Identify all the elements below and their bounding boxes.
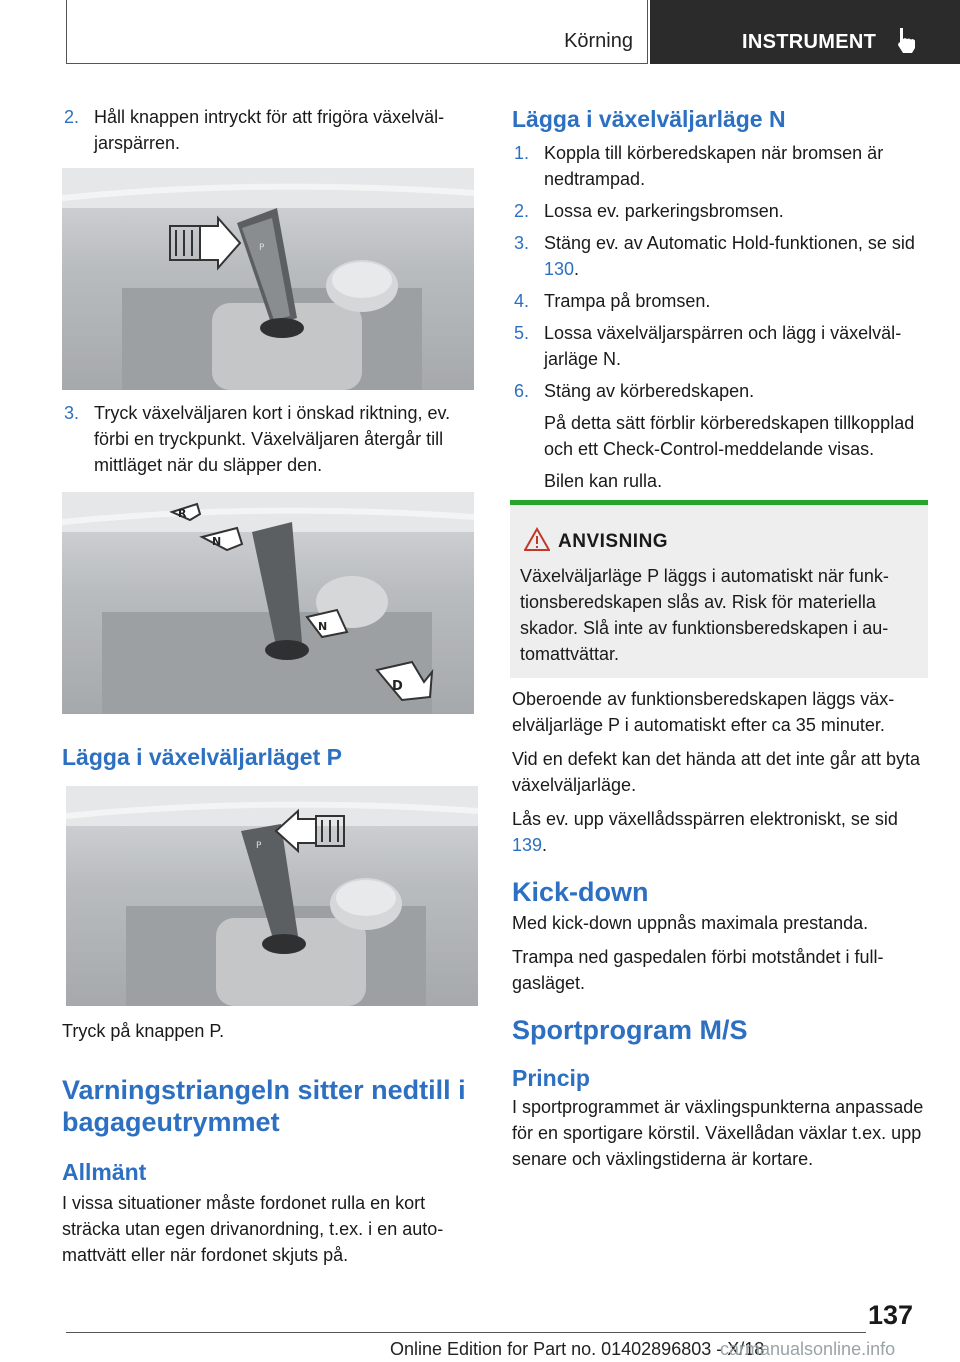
left-bottom	[62, 1018, 478, 1276]
step-item	[512, 288, 928, 314]
principle-text: I sportprogrammet är växlingspunkterna anpassade för en sportigare körstil. Växellådan växlar t.ex. upp senare och växlingstiderna är kortare.	[512, 1097, 924, 1169]
pointing-hand-icon	[894, 26, 920, 54]
para-auto-p: Oberoende av funktionsberedskapen läggs växelväljarläge P i automatiskt efter ca 35 minuter.	[512, 689, 895, 735]
step-text-after: .	[574, 259, 580, 279]
warning-triangle-icon	[524, 527, 550, 553]
photo2-label-d: D	[392, 679, 403, 694]
step-item	[62, 104, 478, 156]
step-text: Håll knappen intryckt för att frigöra växelväljarspärren.	[94, 107, 445, 153]
heading-sport-program: Sportprogram M/S	[512, 1015, 748, 1045]
photo2-label-n2: N	[318, 620, 328, 633]
step-text: Stäng av körberedskapen.	[544, 381, 755, 401]
chapter-tab[interactable]	[650, 0, 960, 64]
para-defect: Vid en defekt kan det hända att det inte går att byta växelväljarläge.	[512, 749, 920, 795]
right-top	[512, 104, 928, 500]
right-bottom	[512, 686, 928, 1180]
step-item	[512, 198, 928, 224]
chapter-title: INSTRUMENT	[742, 31, 877, 53]
heading-warning-triangle: Varningstriangeln sitter nedtill i bagageutrymmet	[62, 1075, 466, 1137]
step-number: 3.	[64, 403, 80, 423]
heading-gear-n: Lägga i växelväljarläge N	[512, 106, 786, 132]
photo3-label-p: P	[256, 841, 262, 851]
edition-text: Online Edition for Part no. 01402896803 - X/18	[390, 1339, 765, 1359]
step-number: 2.	[514, 201, 530, 221]
step-number: 4.	[514, 291, 530, 311]
step-item	[512, 320, 928, 372]
photo2-label-r: R	[178, 507, 187, 520]
notice-title: ANVISNING	[558, 531, 669, 552]
heading-kickdown: Kick-down	[512, 877, 649, 907]
left-steps-top	[62, 104, 478, 162]
step6-sub2: Bilen kan rulla.	[544, 471, 663, 491]
step-number: 1.	[514, 143, 530, 163]
step-sub-text	[512, 410, 928, 462]
kick-text-1: Med kick-down uppnås maximala prestanda.	[512, 913, 869, 933]
heading-gear-p: Lägga i växelväljarläget P	[62, 744, 342, 770]
left-steps-middle	[62, 400, 478, 484]
heading-principle: Princip	[512, 1065, 590, 1091]
step-text: Koppla till körberedskapen när bromsen är nedtrampad.	[544, 143, 884, 189]
gear-selector-photo-2	[62, 492, 474, 714]
press-p-text: Tryck på knappen P.	[62, 1021, 225, 1041]
step-number: 2.	[64, 107, 80, 127]
photo1-label-p: P	[259, 243, 265, 253]
gear-selector-photo-1	[62, 168, 474, 390]
kick-text-2: Trampa ned gaspedalen förbi motståndet i fullgasläget.	[512, 947, 884, 993]
watermark-text: carmanualsonline.info	[720, 1339, 896, 1359]
gear-selector-photo-3	[66, 786, 478, 1006]
step-number: 6.	[514, 381, 530, 401]
step-text: Tryck växelväljaren kort i önskad riktning, ev. förbi en tryckpunkt. Växelväljaren återgår till mittläget när du släpper den.	[94, 403, 451, 475]
step-text: Lossa ev. parkeringsbromsen.	[544, 201, 784, 221]
notice-body: Växelväljarläge P läggs i automatiskt när funktionsberedskapen slås av. Risk för materiella skador. Slå inte av funktionsberedskapen i automattvättar.	[520, 566, 889, 664]
step-text: Lossa växelväljarspärren och lägg i växelväljarläge N.	[544, 323, 902, 369]
step-number: 5.	[514, 323, 530, 343]
general-text: I vissa situationer måste fordonet rulla en kort sträcka utan egen drivanordning, t.ex. i en automattvätt eller när fordonet skjuts på.	[62, 1193, 444, 1265]
para-unlock-after: .	[542, 835, 548, 855]
step-item	[512, 378, 928, 404]
page-link-130[interactable]: 130	[544, 259, 575, 279]
page-link-139[interactable]: 139	[512, 835, 543, 855]
step-item	[62, 400, 478, 478]
step-text: Trampa på bromsen.	[544, 291, 711, 311]
left-section-p	[62, 742, 478, 780]
section-title: Körning	[564, 30, 633, 52]
para-unlock	[512, 806, 928, 858]
header-frame	[66, 0, 648, 64]
para-unlock-text: Lås ev. upp växellådsspärren elektroniskt, se sid	[512, 809, 898, 829]
photo2-label-n1: N	[212, 535, 222, 548]
step-text: Stäng ev. av Automatic Hold-funktionen, se sid	[544, 233, 915, 253]
notice-box	[510, 500, 928, 678]
heading-general: Allmänt	[62, 1159, 147, 1185]
step-item	[512, 230, 928, 282]
footer-divider	[66, 1332, 866, 1333]
page-number: 137	[868, 1300, 914, 1330]
step-sub-text	[512, 468, 928, 494]
step-number: 3.	[514, 233, 530, 253]
step-item	[512, 140, 928, 192]
step6-sub1: På detta sätt förblir körberedskapen tillkopplad och ett Check-Control-meddelande visas.	[544, 413, 915, 459]
